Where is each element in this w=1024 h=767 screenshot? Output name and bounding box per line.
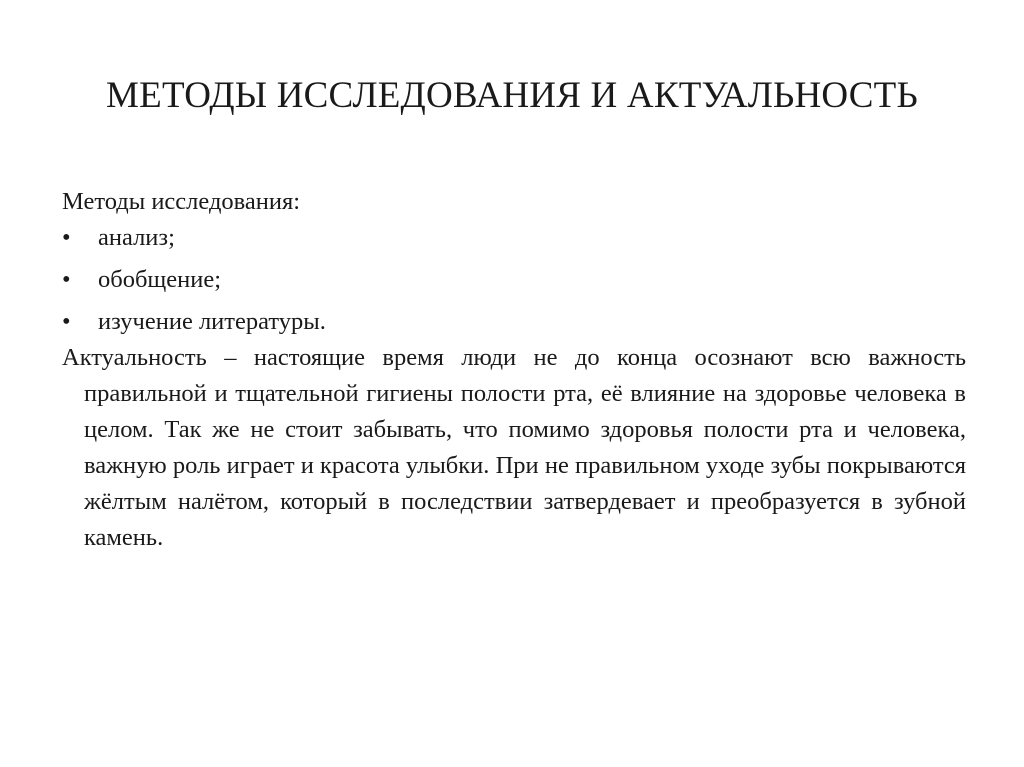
slide-body: [62, 184, 966, 556]
list-item: [62, 262, 966, 298]
bullet-icon: •: [62, 224, 71, 251]
list-item: [62, 304, 966, 340]
slide-title: МЕТОДЫ ИССЛЕДОВАНИЯ И АКТУАЛЬНОСТЬ: [106, 75, 918, 116]
list-item-text: изучение литературы.: [98, 308, 326, 335]
methods-list: [62, 220, 966, 340]
list-item-text: анализ;: [98, 224, 175, 251]
methods-heading: Методы исследования:: [62, 188, 301, 215]
list-item-text: обобщение;: [98, 266, 222, 293]
bullet-icon: •: [62, 308, 71, 335]
actuality-paragraph: Актуальность – настоящие время люди не до конца осознают всю важность правильной и тщательной гигиены полости рта, её влияние на здоровье человека в целом. Так же не стоит забывать, что помимо здоровья полости рта и человека, важную роль играет и красота улыбки. При не правильном уходе зубы покрываются жёлтым налётом, который в последствии затвердевает и преобразуется в зубной камень.: [62, 344, 966, 551]
bullet-icon: •: [62, 266, 71, 293]
list-item: [62, 220, 966, 256]
